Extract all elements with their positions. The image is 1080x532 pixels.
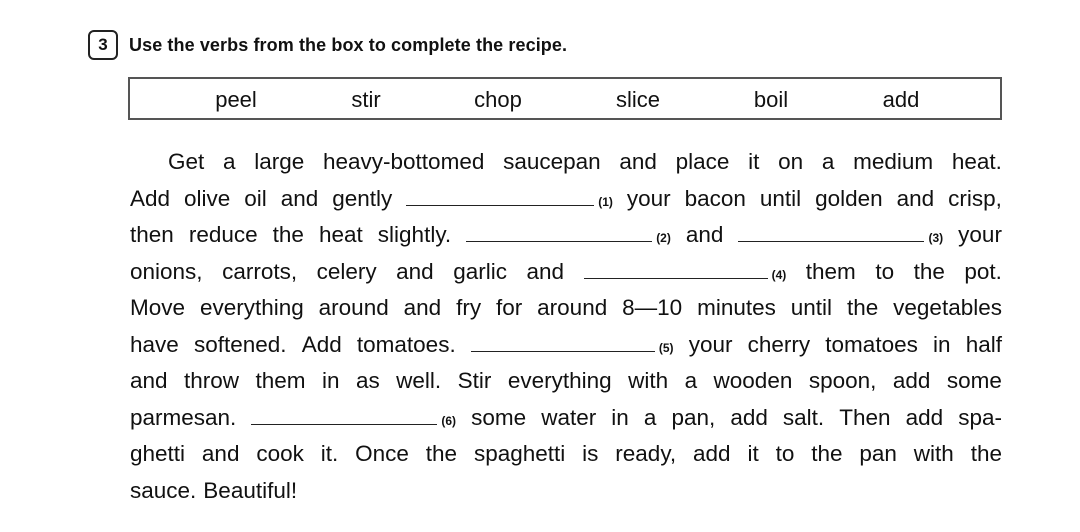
word: and xyxy=(526,258,565,284)
word: the xyxy=(970,441,1002,466)
word: sauce. xyxy=(130,477,197,503)
word: in xyxy=(321,368,340,393)
gap-4[interactable]: (4) xyxy=(584,256,787,279)
word: add xyxy=(693,441,731,466)
word: the xyxy=(913,258,945,284)
word: the xyxy=(425,441,458,466)
word: pan xyxy=(859,441,897,466)
word: throw xyxy=(184,368,240,393)
word: tomatoes xyxy=(825,331,918,357)
verb-slice: slice xyxy=(615,87,661,112)
word: the xyxy=(811,441,843,466)
gap-6[interactable]: (6) xyxy=(251,402,456,425)
word: well. xyxy=(396,368,442,393)
verb-peel: peel xyxy=(215,87,257,112)
word: slightly. xyxy=(377,222,452,247)
word: Beautiful! xyxy=(203,477,298,503)
blank-input[interactable] xyxy=(471,329,655,352)
word: everything xyxy=(199,295,304,320)
word: and xyxy=(896,185,935,211)
word: is xyxy=(582,441,599,466)
word: for xyxy=(495,295,523,320)
word: fry xyxy=(456,295,482,320)
word: and xyxy=(403,295,442,320)
recipe-line-5 xyxy=(130,290,1002,326)
word: them xyxy=(805,258,856,284)
word: and xyxy=(130,368,168,393)
word: cook xyxy=(256,441,304,466)
recipe-line-3 xyxy=(130,217,1002,253)
recipe-line-8 xyxy=(130,400,1002,436)
word: spoon, xyxy=(808,368,877,393)
gap-3[interactable]: (3) xyxy=(738,219,943,242)
word: a xyxy=(684,368,698,393)
word: add xyxy=(892,368,931,393)
word: your xyxy=(626,185,671,211)
word: and xyxy=(685,222,724,247)
word: carrots, xyxy=(222,258,298,284)
word: large xyxy=(254,149,305,174)
word: Add xyxy=(130,185,171,211)
word: around xyxy=(318,295,389,320)
word: with xyxy=(913,441,954,466)
word: Get xyxy=(168,149,205,174)
word: a xyxy=(223,149,236,174)
blank-input[interactable] xyxy=(251,402,437,425)
word: and xyxy=(201,441,240,466)
word: with xyxy=(628,368,669,393)
word: add xyxy=(730,404,768,430)
recipe-line-7 xyxy=(130,363,1002,399)
word: ghetti xyxy=(130,441,186,466)
recipe-line-9 xyxy=(130,436,1002,472)
word: onions, xyxy=(130,258,203,284)
word: it. xyxy=(320,441,339,466)
word: your xyxy=(688,331,733,357)
word: then xyxy=(130,222,174,247)
verb-chop: chop xyxy=(474,87,522,112)
recipe-line-10 xyxy=(130,473,1002,509)
word: place xyxy=(675,149,730,174)
word: everything xyxy=(507,368,612,393)
word: in xyxy=(933,331,951,357)
word: half xyxy=(965,331,1002,357)
word: softened. xyxy=(193,331,287,357)
gap-2[interactable]: (2) xyxy=(466,219,671,242)
word: it xyxy=(748,149,760,174)
word: them xyxy=(255,368,306,393)
word: Then xyxy=(839,404,891,430)
word: vegetables xyxy=(893,295,1002,320)
word: cherry xyxy=(747,331,811,357)
word: to xyxy=(875,258,895,284)
gap-5[interactable]: (5) xyxy=(471,329,674,352)
word: a xyxy=(643,404,657,430)
word: in xyxy=(611,404,629,430)
word: olive xyxy=(184,185,231,211)
word: the xyxy=(846,295,879,320)
word: and xyxy=(280,185,319,211)
word: Once xyxy=(355,441,409,466)
word: pot. xyxy=(964,258,1002,284)
word: a xyxy=(821,149,835,174)
word: 8—10 xyxy=(622,295,683,320)
word: oil xyxy=(244,185,267,211)
word: wooden xyxy=(713,368,793,393)
word: reduce xyxy=(188,222,258,247)
word: some xyxy=(946,368,1002,393)
recipe-line-6 xyxy=(130,327,1002,363)
gap-1[interactable]: (1) xyxy=(406,183,613,206)
word: pan, xyxy=(671,404,716,430)
word: tomatoes. xyxy=(356,331,456,357)
word: spaghetti xyxy=(473,441,566,466)
word: ready, xyxy=(615,441,677,466)
verb-add: add xyxy=(882,87,920,112)
recipe-line-4 xyxy=(130,254,1002,290)
word: on xyxy=(778,149,804,174)
word: Move xyxy=(130,295,186,320)
word: medium xyxy=(853,149,934,174)
word: garlic xyxy=(453,258,507,284)
exercise-instruction: Use the verbs from the box to complete the recipe. xyxy=(129,34,568,55)
word: some xyxy=(471,404,527,430)
blank-input[interactable] xyxy=(466,219,652,242)
word: to xyxy=(775,441,795,466)
word: Add xyxy=(301,331,342,357)
recipe-line-2 xyxy=(130,181,1002,217)
word: and xyxy=(619,149,657,174)
word: crisp, xyxy=(948,185,1002,211)
word: Stir xyxy=(457,368,492,393)
word: the xyxy=(272,222,304,247)
exercise-number-badge: 3 xyxy=(88,30,118,60)
word: saucepan xyxy=(503,149,601,174)
word: parmesan. xyxy=(130,404,237,430)
verb-boil: boil xyxy=(753,87,789,112)
word: bacon xyxy=(684,185,746,211)
word: your xyxy=(958,222,1002,247)
word: heat xyxy=(318,222,363,247)
word: gently xyxy=(332,185,393,211)
word: heavy-bottomed xyxy=(323,149,485,174)
word: have xyxy=(130,331,179,357)
word: around xyxy=(537,295,608,320)
blank-input[interactable] xyxy=(738,219,924,242)
exercise-header xyxy=(88,30,567,60)
blank-input[interactable] xyxy=(406,183,594,206)
word: until xyxy=(759,185,802,211)
word: it xyxy=(747,441,759,466)
word: golden xyxy=(815,185,883,211)
verb-stir: stir xyxy=(351,87,381,112)
word: until xyxy=(790,295,833,320)
word: add xyxy=(905,404,944,430)
word: water xyxy=(541,404,597,430)
word: salt. xyxy=(782,404,825,430)
word: heat. xyxy=(951,149,1002,174)
verb-box xyxy=(128,77,1002,120)
word: celery xyxy=(316,258,377,284)
recipe-line-1 xyxy=(130,144,1002,180)
word: minutes xyxy=(697,295,776,320)
word: spa- xyxy=(958,404,1002,430)
blank-input[interactable] xyxy=(584,256,768,279)
word: and xyxy=(396,258,434,284)
word: as xyxy=(355,368,380,393)
